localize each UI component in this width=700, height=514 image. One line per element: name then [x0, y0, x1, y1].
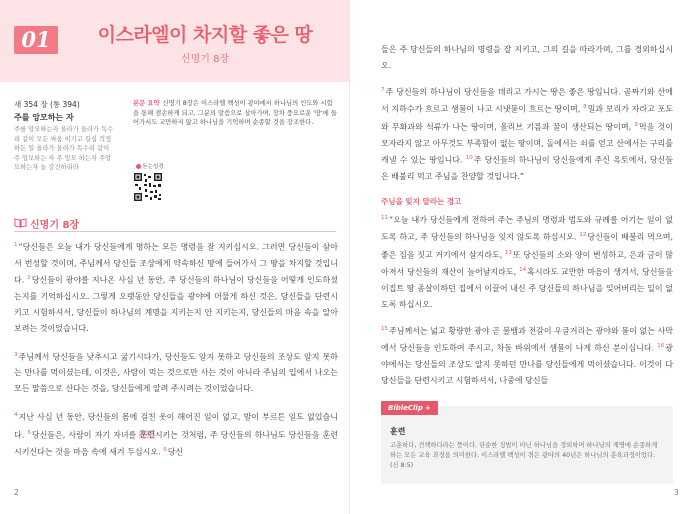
chapter-title: 이스라엘이 차지할 좋은 땅: [97, 24, 313, 46]
highlighted-word: 훈련: [139, 430, 155, 440]
verse-paragraph: $^3$주님께서 당신들을 낮추시고 굶기시다가, 당신들도 알지 못하고 당신들의 조상도 알지 못하는 만나를 먹이셨는데, 이것은, 사람이 먹는 것으로만 사는 것이 아니라 주님의 입에서 나오는 모든 말씀으로 산다는 것을, 당신들에게 알려 주시려는 것이었습니다.: [14, 351, 338, 394]
page-number-right: 3: [674, 488, 679, 497]
verse-paragraph: 들은 주 당신들의 하나님의 명령을 잘 지키고, 그의 길을 따라가며, 그를 경외하십시오.: [381, 45, 673, 70]
scripture-text-right: [381, 42, 673, 398]
hymn-box: [14, 100, 114, 173]
plus-icon: +: [424, 404, 431, 412]
qr-block[interactable]: [133, 162, 167, 206]
chapter-number-badge: 01: [14, 26, 58, 54]
open-book-icon: [14, 217, 27, 228]
summary-text: 신명기 8장은 이스라엘 백성이 광야에서 하나님의 인도와 시험을 통해 겸손하게 되고, 그분의 말씀으로 살아가며, 장차 풍요로운 '땅'에 들어가서도 교만하지 않고 하나님을 기억하며 순종할 것을 강조한다.: [133, 100, 337, 127]
section-heading: 주님을 잊지 말라는 경고: [381, 196, 462, 206]
bibleclip-text: 고훈하다, 견책하다라는 뜻이다. 단순한 징벌이 아닌 하나님을 경외하며 하나님의 계명에 순종하게 하는 모든 교육 과정을 의미한다. 이스라엘 백성이 겪은 광야의 40년은 하나님의 훈육과정이었다. (신 8:5): [390, 442, 658, 469]
page-number-left: 2: [14, 488, 19, 497]
scripture-text-left: [14, 238, 338, 472]
verse-paragraph: $^1$“당신들은 오늘 내가 당신들에게 명하는 모든 명령을 잘 지키십시오. 그러면 당신들이 살아서 번성할 것이며, 주님께서 당신들 조상에게 약속하신 땅에 들어가서 그 땅을 차지할 것입니다. $^2$당신들이 광야를 지나온 사십 년 동안, 주 당신들의 하나님이 당신들을 어떻게 인도하셨는지를 기억하십시오. 그렇게 오랫동안 당신들을 광야에 머물게 하신 것은, 당신들을 단련시키고 시험하셔서, 당신들이 하나님의 계명을 지키는지 안 지키는지, 당신들의 마음 속을 알아보려는 것이었습니다.: [14, 242, 338, 333]
bibleclip-tab: BibleClip +: [381, 401, 438, 415]
hymn-lyric: 주를 앙모하는자 올라가 올라가 독수리 같이 모든 싸움 이기고 길십 걱정하든 일 올라가 올라가 독수리 같이 주 앙모하는 자 주 앙모 하는자 주앙모하는자 늘 강건하리라: [14, 126, 114, 171]
verse-paragraph: $^{15}$주님께서는 넓고 황량한 광야 곧 불뱀과 전갈이 우글거리는 광야와 물이 없는 사막에서 당신들을 인도하여 주시고, 차돌 바위에서 샘물이 나게 하신 분이십니다. $^{16}$광야에서는 당신들의 조상도 알지 못하던 만나를 당신들에게 먹이셨습니다. 이것이 다 당신들을 단련시키고 시험하셔서, 나중에 당신들: [381, 325, 673, 385]
summary-box: [133, 99, 338, 128]
chapter-heading: 신명기 8장: [30, 220, 80, 231]
verse-paragraph: $^7$주 당신들의 하나님이 당신들을 데리고 가시는 땅은 좋은 땅입니다. 골짜기와 산에서 지하수가 흐르고 샘물이 나고 시냇물이 흐르는 땅이며, $^8$밀과 보리가 자라고 포도와 무화과와 석류가 나는 땅이며, 올리브 기름과 꿀이 생산되는 땅이며, $^9$먹을 것이 모자라지 않고 아무것도 부족함이 없는 땅이며, 돌에서는 쇠를 얻고 산에서는 구리를 캐낼 수 있는 땅입니다. $^{10}$주 당신들의 하나님이 당신들에게 주신 옥토에서, 당신들은 배불리 먹고 주님을 찬양할 것입니다.”: [381, 86, 673, 181]
bibleclip-box: [381, 406, 673, 484]
qr-label: 듣는성경: [133, 162, 167, 170]
verse-paragraph: $^{11}$“오늘 내가 당신들에게 전하여 주는 주님의 명령과 법도와 규례를 어기는 일이 없도록 하고, 주 당신들의 하나님을 잊지 않도록 하십시오. $^{12}$당신들이 배불리 먹으며, 좋은 집을 짓고 거기에서 살지라도, $^{13}$또 당신들의 소와 양이 번성하고, 은과 금이 많아져서 당신들의 재산이 늘어날지라도, $^{14}$혹시라도 교만한 마음이 생겨서, 당신들을 이집트 땅 종살이하던 집에서 이끌어 내신 주 당신들의 하나님을 잊어버리는 일이 없도록 하십시오.: [381, 214, 674, 309]
headphone-icon: [136, 164, 141, 169]
hymn-number: 새 354 장 (통 394): [14, 100, 80, 109]
chapter-subtitle: 신명기 8장: [180, 54, 230, 65]
qr-code-icon[interactable]: [133, 172, 163, 202]
summary-tag: 본문 요약: [133, 100, 160, 107]
hymn-title: 주를 앙모하는 자: [14, 112, 74, 122]
bibleclip-heading: 훈련: [390, 427, 406, 436]
chapter-divider: [14, 231, 336, 232]
verse-paragraph: $^4$지난 사십 년 동안, 당신들의 몸에 걸친 옷이 해어진 일이 없고, 발이 부르튼 일도 없었습니다. $^5$당신들은, 사람이 자기 자녀를 훈련시키는 것처럼, 주 당신들의 하나님도 당신들을 훈련시키신다는 것을 마음 속에 새겨 두십시오. $^6$당신: [14, 412, 339, 457]
